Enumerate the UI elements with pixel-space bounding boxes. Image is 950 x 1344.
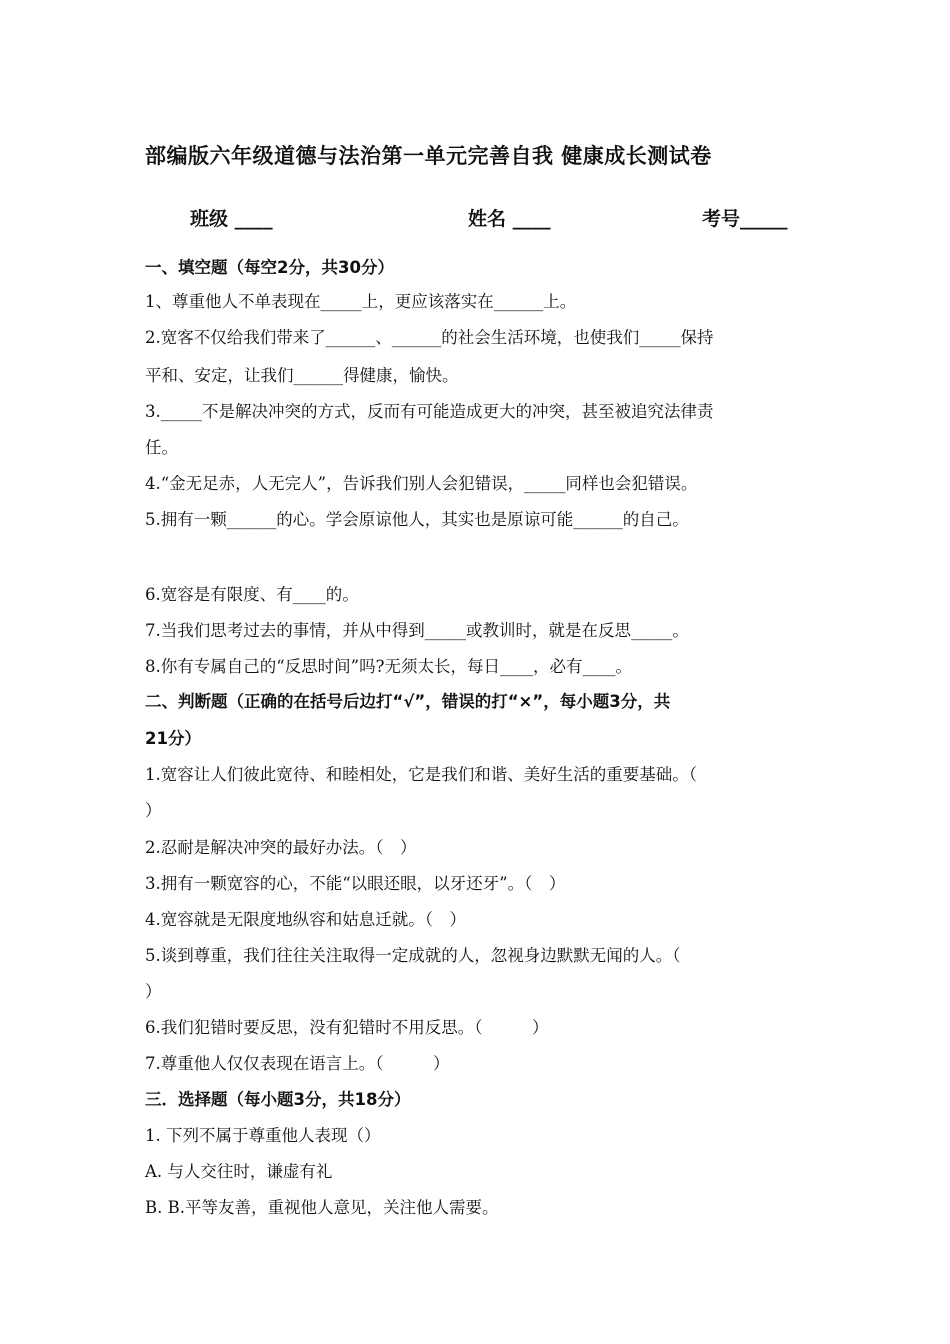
option-line: B. B.平等友善，重视他人意见，关注他人需要。: [145, 1198, 499, 1217]
question-line: 7.尊重他人仅仅表现在语言上。（ ）: [145, 1054, 450, 1073]
question-line: 4.宽容就是无限度地纵容和姑息迁就。（ ）: [145, 910, 466, 929]
class-field: 班级 ____: [190, 208, 273, 230]
question-line: 1、尊重他人不单表现在_____上，更应该落实在______上。: [145, 292, 577, 311]
page-title: 部编版六年级道德与法治第一单元完善自我 健康成长测试卷: [145, 144, 712, 168]
question-line: 3._____不是解决冲突的方式，反而有可能造成更大的冲突，甚至被追究法律责: [145, 402, 714, 421]
name-field: 姓名 ____: [468, 208, 551, 230]
option-line: A. 与人交往时，谦虚有礼: [145, 1162, 333, 1181]
section-heading-judgement-cont: 21分）: [145, 729, 201, 748]
question-line: 6.我们犯错时要反思，没有犯错时不用反思。（ ）: [145, 1018, 549, 1037]
question-line: ）: [145, 801, 162, 820]
question-line: 5.谈到尊重，我们往往关注取得一定成就的人，忽视身边默默无闻的人。（: [145, 946, 681, 965]
question-line: 4.“金无足赤，人无完人”，告诉我们别人会犯错误，_____同样也会犯错误。: [145, 474, 698, 493]
section-heading-judgement: 二、判断题（正确的在括号后边打“√”，错误的打“×”，每小题3分，共: [145, 692, 671, 711]
section-heading-choice: 三．选择题（每小题3分，共18分）: [145, 1090, 411, 1109]
number-field: 考号_____: [702, 208, 788, 230]
question-line: 任。: [145, 438, 178, 457]
question-line: 6.宽容是有限度、有____的。: [145, 585, 359, 604]
question-line: 5.拥有一颗______的心。学会原谅他人，其实也是原谅可能______的自己。: [145, 510, 689, 529]
question-line: ）: [145, 982, 162, 1001]
question-line: 1. 下列不属于尊重他人表现（）: [145, 1126, 381, 1145]
question-line: 8.你有专属自己的“反思时间”吗?无须太长，每日____，必有____。: [145, 657, 632, 676]
question-line: 2.忍耐是解决冲突的最好办法。（ ）: [145, 838, 417, 857]
question-line: 7.当我们思考过去的事情，并从中得到_____或教训时，就是在反思_____。: [145, 621, 689, 640]
question-line: 3.拥有一颗宽容的心，不能“以眼还眼，以牙还牙”。（ ）: [145, 874, 566, 893]
section-heading-fill-blank: 一、填空题（每空2分，共30分）: [145, 258, 394, 277]
question-line: 1.宽容让人们彼此宽待、和睦相处，它是我们和谐、美好生活的重要基础。（: [145, 765, 697, 784]
question-line: 2.宽客不仅给我们带来了______、______的社会生活环境，也使我们_____保持: [145, 328, 714, 347]
question-line: 平和、安定，让我们______得健康，愉快。: [145, 366, 459, 385]
